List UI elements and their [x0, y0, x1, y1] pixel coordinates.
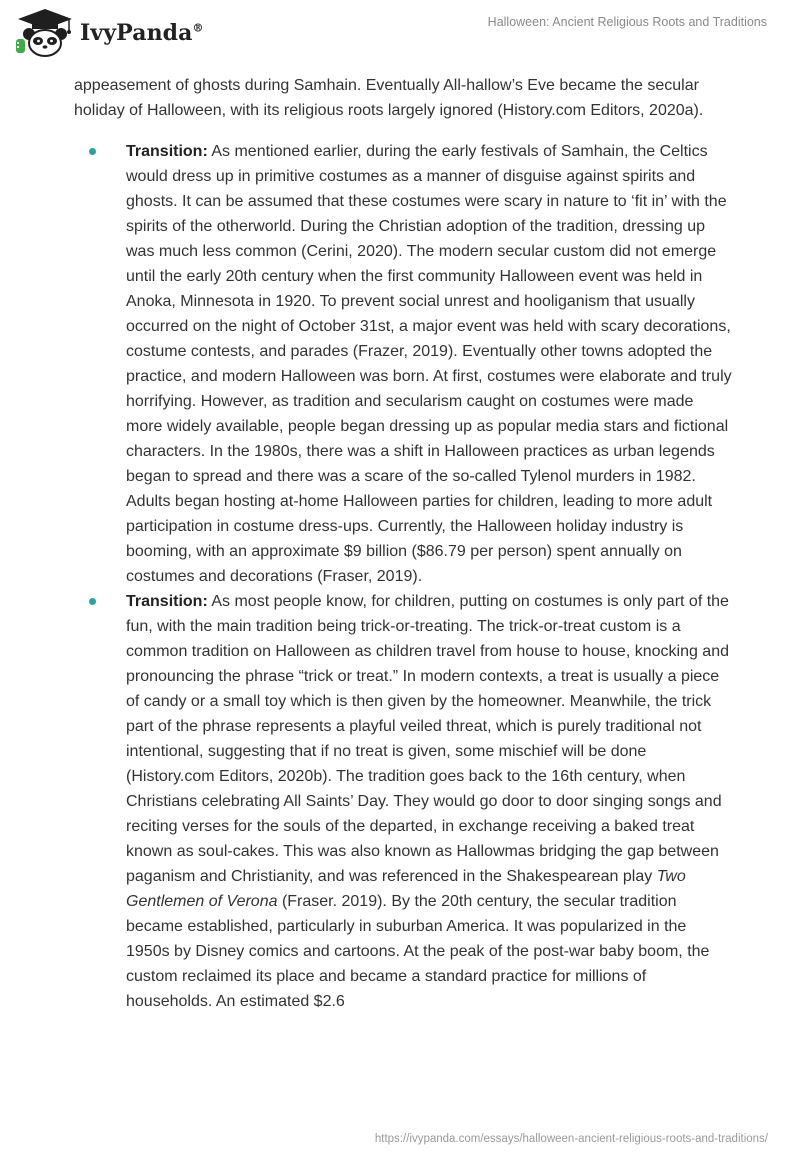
bullet-text: As most people know, for children, putting on costumes is only part of the fun, with the main tradition being trick-or-treating. The trick-or-treat custom is a common tradition on Halloween as children travel from house to house, knocking and pronouncing the phrase “trick or treat.” In modern contexts, a treat is usually a piece of candy or a small toy which is then given by the homeowner. Meanwhile, the trick part of the phrase represents a playful veiled threat, which is purely traditional not intentional, suggesting that if no treat is given, some mischief will be done (History.com Editors, 2020b). The tradition goes back to the 16th century, when Christians celebrating All Saints’ Day. They would go door to door singing songs and reciting verses for the souls of the departed, in exchange receiving a baked treat known as soul-cakes. This was also known as Hallowmas bridging the gap between paganism and Christianity, and was referenced in the Shakespearean play	[126, 593, 729, 885]
bullet-dot-icon	[89, 148, 96, 155]
bullet-text-continued: (Fraser. 2019). By the 20th century, the secular tradition became established, particularly in suburban America. It was popularized in the 1950s by Disney comics and cartoons. At the peak of the post-war baby boom, the custom reclaimed its place and became a standard practice for millions of households. An estimated $2.6	[126, 893, 710, 1010]
panda-graduate-icon	[14, 7, 76, 59]
bullet-dot-icon	[89, 598, 96, 605]
intro-paragraph: appeasement of ghosts during Samhain. Eventually All-hallow’s Eve became the secular holiday of Halloween, with its religious roots largely ignored (History.com Editors, 2020a).	[74, 77, 704, 119]
document-title: Halloween: Ancient Religious Roots and Traditions	[487, 15, 767, 29]
transition-label: Transition:	[126, 593, 208, 610]
list-item	[74, 139, 734, 589]
source-url[interactable]: https://ivypanda.com/essays/halloween-ancient-religious-roots-and-traditions/	[374, 1133, 768, 1145]
brand-logo[interactable]	[14, 7, 204, 59]
bullet-list	[74, 139, 734, 1014]
transition-label: Transition:	[126, 143, 208, 160]
essay-content	[74, 73, 734, 1014]
page-header	[0, 0, 800, 70]
bullet-text: As mentioned earlier, during the early festivals of Samhain, the Celtics would dress up in primitive costumes as a manner of disguise against spirits and ghosts. It can be assumed that these costumes were scary in nature to ‘fit in’ with the spirits of the otherworld. During the Christian adoption of the tradition, dressing up was much less common (Cerini, 2020). The modern secular custom did not emerge until the early 20th century when the first community Halloween event was held in Anoka, Minnesota in 1920. To prevent social unrest and hooliganism that usually occurred on the night of October 31st, a major event was held with scary decorations, costume contests, and parades (Frazer, 2019). Eventually other towns adopted the practice, and modern Halloween was born. At first, costumes were elaborate and truly horrifying. However, as tradition and secularism caught on costumes were made more widely available, people began dressing up as popular media stars and fictional characters. In the 1980s, there was a shift in Halloween practices as urban legends began to spread and there was a scare of the so-called Tylenol murders in 1982. Adults began hosting at-home Halloween parties for children, leading to more adult participation in costume dress-ups. Currently, the Halloween holiday industry is booming, with an approximate $9 billion ($86.79 per person) spent annually on costumes and decorations (Fraser, 2019).	[126, 143, 732, 585]
registered-mark: ®	[192, 21, 204, 35]
play-title: Two Gentlemen of Verona	[126, 868, 686, 910]
brand-name: IvyPanda®	[80, 20, 204, 46]
list-item	[74, 589, 734, 1014]
